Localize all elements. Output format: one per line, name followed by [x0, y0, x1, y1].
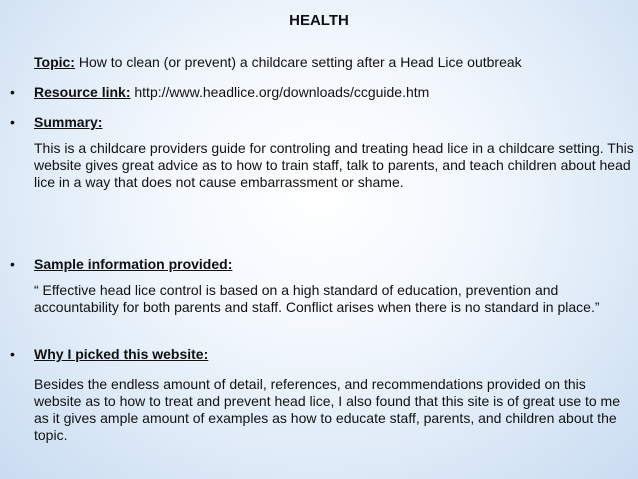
sample-quote: “ Effective head lice control is based on a high standard of education, prevention and accountability for both parents and staff. Conflict arises when there is no standard in place.”	[34, 282, 600, 315]
why-label: Why I picked this website:	[34, 346, 209, 362]
resource-link[interactable]: http://www.headlice.org/downloads/ccguide.htm	[130, 84, 430, 100]
resource-label: Resource link:	[34, 84, 131, 100]
summary-text: This is a childcare providers guide for controling and treating head lice in a childcare setting. This website gives great advice as to how to train staff, talk to parents, and teach children about head lice in a way that does not cause embarrassment or shame.	[34, 140, 634, 190]
bullet-icon: •	[10, 256, 15, 272]
sample-heading	[10, 256, 634, 272]
bullet-icon: •	[10, 84, 15, 100]
summary-label: Summary:	[34, 114, 103, 130]
summary-heading	[10, 114, 634, 130]
slide-title: HEALTH	[289, 12, 349, 29]
topic-label: Topic:	[34, 54, 75, 70]
sample-label: Sample information provided:	[34, 256, 233, 272]
bullet-icon: •	[10, 346, 15, 362]
topic-line	[34, 54, 634, 70]
resource-line	[10, 84, 634, 100]
why-heading	[10, 346, 634, 362]
why-text: Besides the endless amount of detail, references, and recommendations provided on this website as to how to treat and prevent head lice, I also found that this site is of great use to me as it gives ample amount of examples as how to educate staff, parents, and children about the topic.	[34, 376, 621, 443]
topic-text: How to clean (or prevent) a childcare setting after a Head Lice outbreak	[74, 54, 522, 70]
bullet-icon: •	[10, 114, 15, 130]
